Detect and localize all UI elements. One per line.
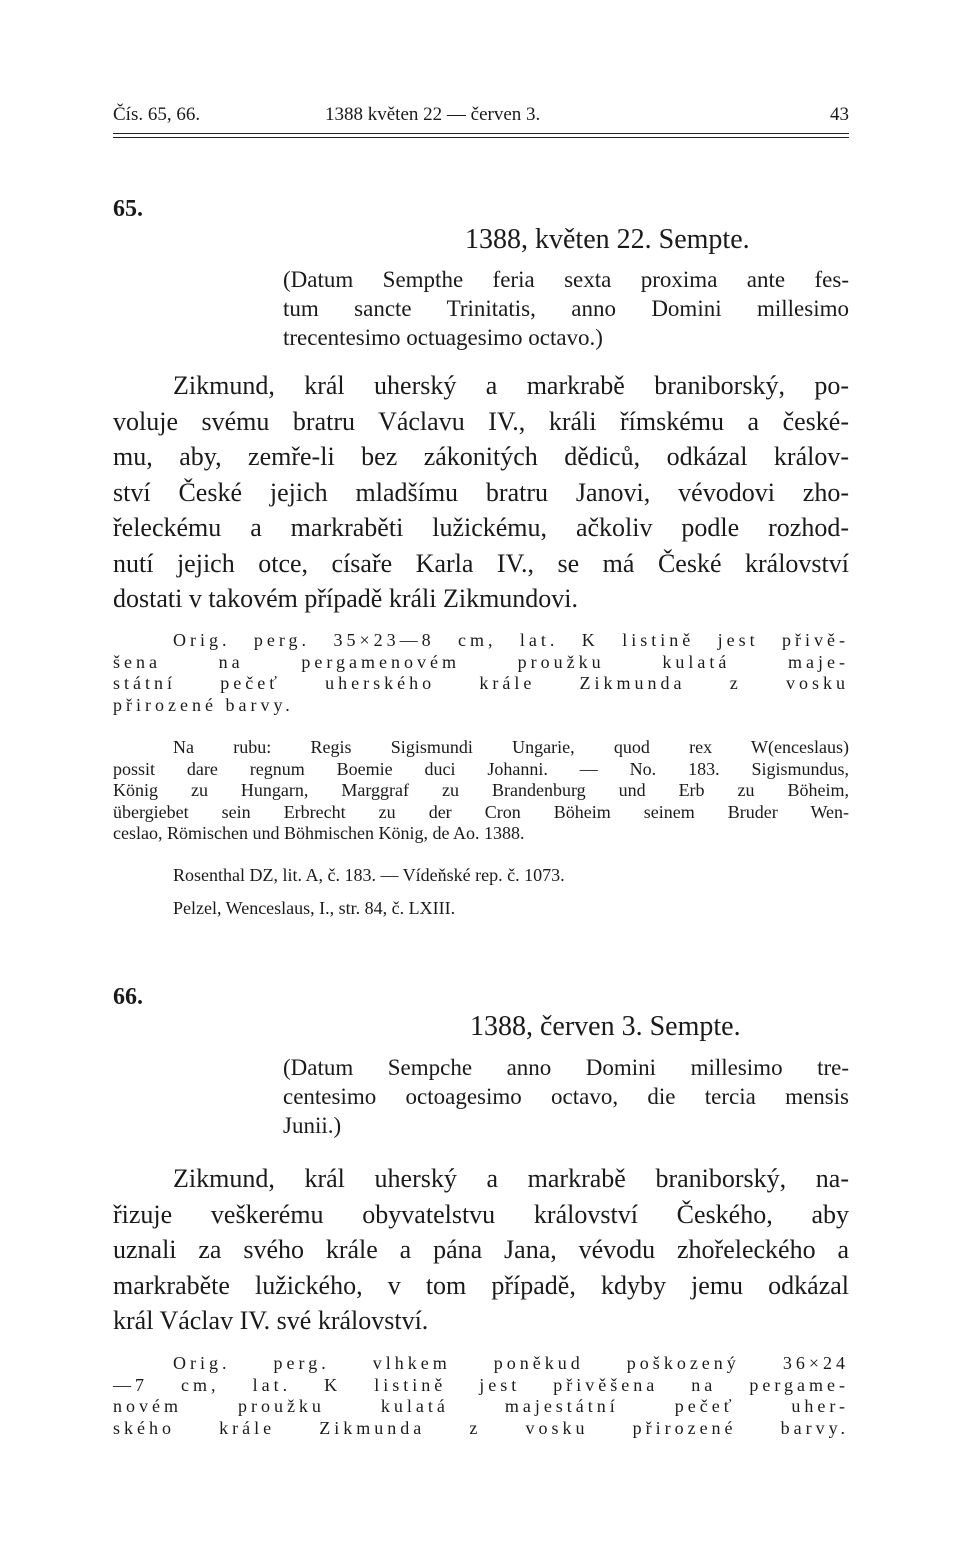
page-number: 43 (830, 104, 849, 125)
regest-line: ství České jejich mladšímu bratru Janovi, vévodovi zho- (113, 477, 849, 507)
orig-line: státní pečeť uherského krále Zikmunda z vosku (113, 673, 849, 693)
regest-line: Zikmund, král uherský a markrabě braniborský, na- (173, 1164, 849, 1193)
regest-line: řizuje veškerému obyvatelstvu království Českého, aby (113, 1199, 849, 1229)
orig-line: Orig. perg. vlhkem poněkud poškozený 36×24 (173, 1353, 849, 1373)
regest-line: Zikmund, král uherský a markrabě braniborský, po- (173, 371, 849, 400)
regest-line: řeleckému a markraběti lužickému, ačkoliv podle rozhod- (113, 513, 849, 542)
header-document-numbers: Čís. 65, 66. (113, 104, 201, 125)
orig-line: novém proužku kulatá majestátní pečeť uher- (113, 1396, 849, 1416)
dorsal-line: übergiebet sein Erbrecht zu der Cron Böheim seinem Bruder Wen- (113, 801, 849, 822)
datum-line: Junii.) (283, 1113, 342, 1138)
doc65-dorsal-note (113, 737, 849, 845)
doc65-dateline (465, 224, 750, 256)
reference-line: Rosenthal DZ, lit. A, č. 183. — Vídeňské rep. č. 1073. (173, 865, 565, 885)
doc66-dateline-text: 1388, červen 3. Sempte. (470, 1011, 741, 1042)
doc66-datum (283, 1053, 849, 1140)
reference-line: Pelzel, Wenceslaus, I., str. 84, č. LXIII. (173, 898, 456, 918)
running-header (113, 104, 849, 134)
datum-line: (Datum Sempthe feria sexta proxima ante fes- (283, 267, 849, 292)
orig-line: Orig. perg. 35×23—8 cm, lat. K listině jest přivě- (173, 630, 849, 650)
regest-line: uznali za svého krále a pána Jana, vévodu zhořeleckého a (113, 1235, 849, 1264)
header-date-range: 1388 květen 22 — červen 3. (325, 104, 541, 125)
datum-line: (Datum Sempche anno Domini millesimo tre- (283, 1055, 849, 1080)
orig-line: šena na pergamenovém proužku kulatá maje- (113, 651, 849, 672)
datum-line: tum sancte Trinitatis, anno Domini millesimo (283, 296, 849, 321)
regest-line: mu, aby, zemře-li bez zákonitých dědiců, odkázal králov- (113, 442, 849, 471)
doc65-references (113, 859, 849, 925)
doc66-number: 66. (113, 984, 143, 1010)
dorsal-line: König zu Hungarn, Marggraf zu Brandenburg und Erb zu Böheim, (113, 780, 849, 800)
orig-line: ského krále Zikmunda z vosku přirozené barvy. (113, 1417, 849, 1438)
datum-line: trecentesimo octuagesimo octavo.) (283, 325, 603, 350)
doc66-regest (113, 1161, 849, 1339)
header-rule-top (113, 133, 849, 134)
header-rule-bottom (113, 137, 849, 138)
doc65-regest (113, 368, 849, 617)
doc65-original-description (113, 630, 849, 716)
dorsal-line: possit dare regnum Boemie duci Johanni. — No. 183. Sigismundus, (113, 758, 849, 779)
regest-line: král Václav IV. své království. (113, 1306, 429, 1335)
orig-line: —7 cm, lat. K listině jest přivěšena na pergame- (113, 1374, 849, 1395)
dorsal-line: ceslao, Römischen und Böhmischen König, de Ao. 1388. (113, 823, 525, 843)
doc65-number: 65. (113, 196, 143, 222)
regest-line: voluje svému bratru Václavu IV., králi římskému a české- (113, 406, 849, 436)
dorsal-line: Na rubu: Regis Sigismundi Ungarie, quod rex W(enceslaus) (173, 737, 849, 757)
doc65-datum (283, 265, 849, 352)
regest-line: nutí jejich otce, císaře Karla IV., se má České království (113, 548, 849, 578)
doc66-dateline (470, 1011, 741, 1043)
orig-line: přirozené barvy. (113, 694, 294, 715)
regest-line: dostati v takovém případě králi Zikmundovi. (113, 584, 579, 613)
regest-line: markraběte lužického, v tom případě, kdyby jemu odkázal (113, 1270, 849, 1300)
datum-line: centesimo octoagesimo octavo, die tercia mensis (283, 1084, 849, 1109)
doc66-original-description (113, 1353, 849, 1439)
doc65-dateline-text: 1388, květen 22. Sempte. (465, 224, 750, 255)
